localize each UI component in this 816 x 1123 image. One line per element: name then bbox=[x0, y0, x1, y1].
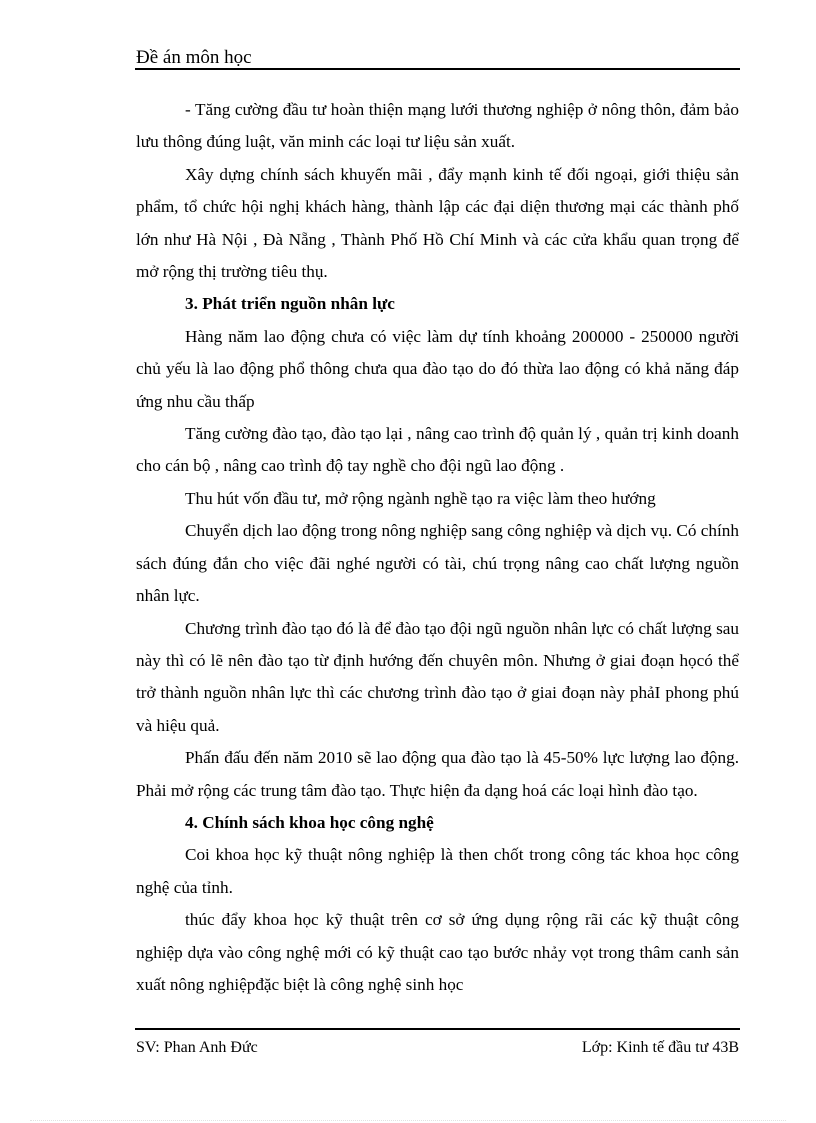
paragraph-investment: Thu hút vốn đầu tư, mở rộng ngành nghề tạo ra việc làm theo hướng bbox=[185, 488, 656, 508]
paragraph-unemployment: Hàng năm lao động chưa có việc làm dự tính khoảng 200000 - 250000 người chủ yếu là lao động phổ thông chưa qua đào tạo do đó thừa lao động có khả năng đáp ứng nhu cầu thấp bbox=[136, 326, 739, 411]
footer-student-name: SV: Phan Anh Đức bbox=[136, 1039, 258, 1056]
header-divider bbox=[135, 68, 740, 70]
page-bottom-edge bbox=[30, 1120, 786, 1121]
paragraph-2010-target: Phấn đấu đến năm 2010 sẽ lao động qua đào tạo là 45-50% lực lượng lao động. Phải mở rộng các trung tâm đào tạo. Thực hiện đa dạng hoá các loại hình đào tạo. bbox=[136, 748, 739, 800]
paragraph-training: Tăng cường đào tạo, đào tạo lại , nâng cao trình độ quản lý , quản trị kinh doanh cho cán bộ , nâng cao trình độ tay nghề cho đội ngũ lao động . bbox=[136, 424, 739, 476]
paragraph-commerce-network: - Tăng cường đầu tư hoàn thiện mạng lưới thương nghiệp ở nông thôn, đảm bảo lưu thông đúng luật, văn minh các loại tư liệu sản xuất. bbox=[136, 100, 739, 152]
paragraph-labor-shift: Chuyển dịch lao động trong nông nghiệp sang công nghiệp và dịch vụ. Có chính sách đúng đắn cho việc đãi nghé người có tài, chú trọng nâng cao chất lượng nguồn nhân lực. bbox=[136, 521, 739, 606]
document-body bbox=[136, 94, 739, 1001]
section-heading-science-technology: 4. Chính sách khoa học công nghệ bbox=[185, 812, 434, 832]
footer-class-name: Lớp: Kinh tế đầu tư 43B bbox=[581, 1039, 739, 1056]
section-heading-human-resources: 3. Phát triển nguồn nhân lực bbox=[185, 294, 395, 314]
paragraph-technology-promotion: thúc đẩy khoa học kỹ thuật trên cơ sở ứng dụng rộng rãi các kỹ thuật công nghiệp dựa vào công nghệ mới có kỹ thuật cao tạo bước nhảy vọt trong thâm canh sản xuất nông nghiệpđặc biệt là công nghệ sinh học bbox=[136, 910, 739, 994]
footer-divider bbox=[135, 1028, 740, 1030]
paragraph-training-program: Chương trình đào tạo đó là để đào tạo đội ngũ nguồn nhân lực có chất lượng sau này thì có lẽ nên đào tạo từ định hướng đến chuyên môn. Nhưng ở giai đoạn họcó thể trở thành nguồn nhân lực thì các chương trình đào tạo ở giai đoạn này phảI phong phú và hiệu quả. bbox=[136, 618, 739, 735]
paragraph-agri-technology: Coi khoa học kỹ thuật nông nghiệp là then chốt trong công tác khoa học công nghệ của tỉnh. bbox=[136, 845, 739, 897]
page-header-title: Đề án môn học bbox=[136, 47, 252, 68]
paragraph-promotion-policy: Xây dựng chính sách khuyến mãi , đẩy mạnh kinh tế đối ngoại, giới thiệu sản phẩm, tổ chức hội nghị khách hàng, thành lập các đại diện thương mại các thành phố lớn như Hà Nội , Đà Nẵng , Thành Phố Hồ Chí Minh và các cửa khẩu quan trọng để mở rộng thị trường tiêu thụ. bbox=[136, 164, 739, 282]
